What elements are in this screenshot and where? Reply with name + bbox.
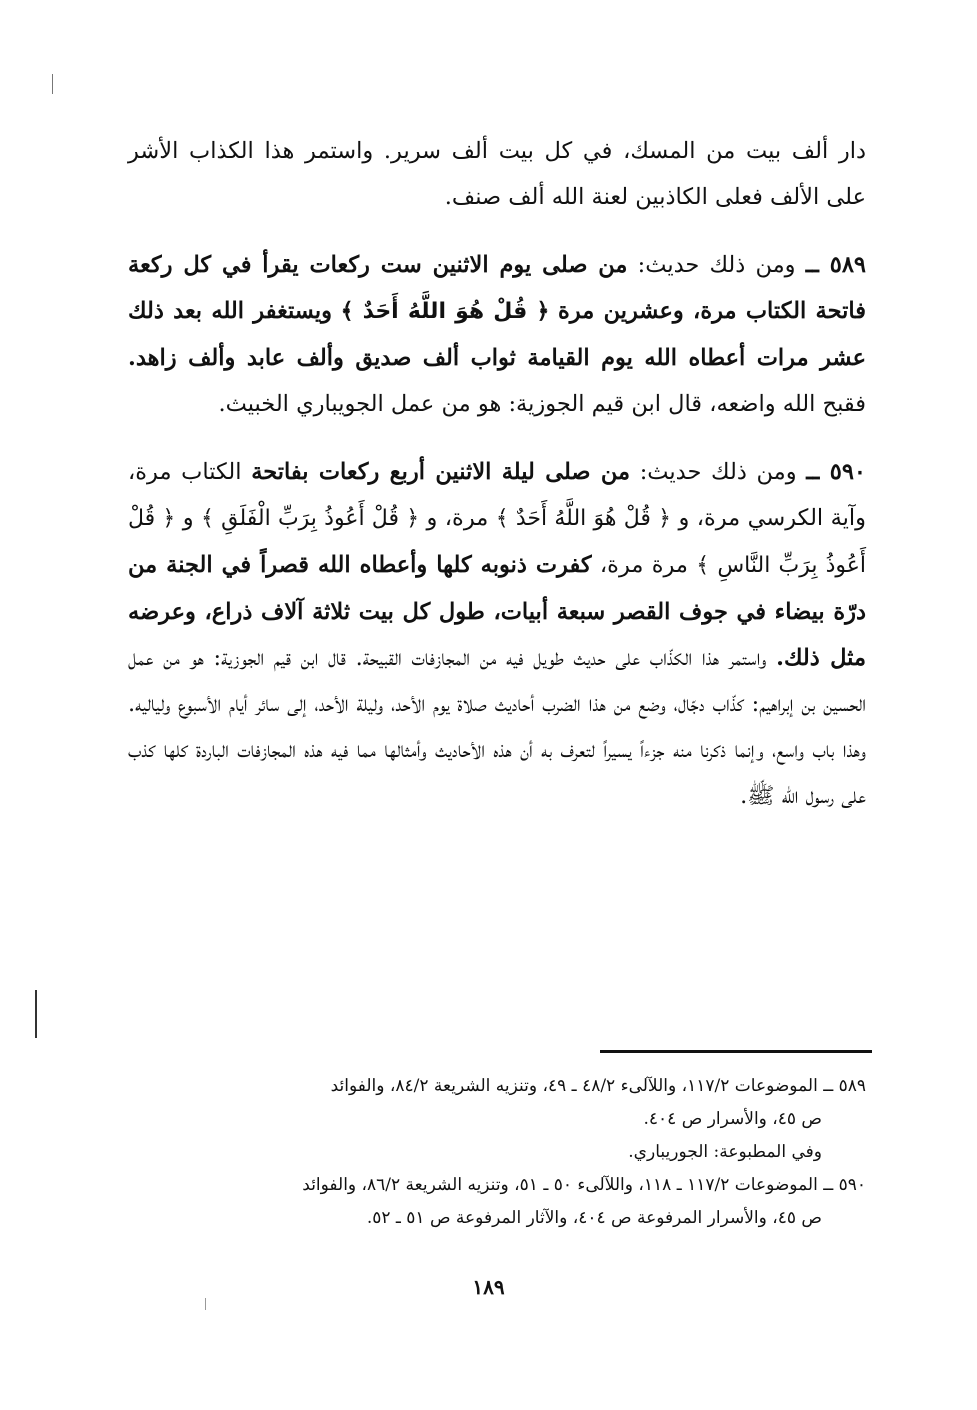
scan-mark-bottom [205,1298,206,1310]
text-590-plain-b: مرة، و [426,505,489,531]
intro-589: ومن ذلك حديث: [637,252,796,278]
text-590-plain-a: الكتاب مرة، وآية الكرسي مرة، و [128,459,867,531]
hadith-text-589-b: ويستغفر الله بعد ذلك عشر مرات أعطاه الله يوم القيامة ثواب ألف صديق وألف عابد وألف زاهد. [128,298,866,371]
commentary-590: واستمر هذا الكذّاب على حديث طويل فيه من المجازفات القبيحة. قال ابن قيم الجوزية: هو من عمل الحسين بن إبراهيم: كذّاب دجّال، وضع من هذا الضرب أحاديث صلاة يوم الأحد، وليلة الأحد، إلى سائر أيام الأسبوع ولياليه. وهذا باب واسع، وإنما ذكرنا منه جزءاً يسيراً لتعرف به أن هذه الأحاديث وأمثالها مما فيه هذه المجازفات الباردة كلها كذب على رسول الله ﷺ. [128,645,866,809]
hadith-text-590-b: كفرت ذنوبه كلها وأعطاه الله قصراً في الجنة من درّة بيضاء في جوف القصر سبعة أبيات، طول كل بيت ثلاثة آلاف ذراع، وعرضه مثل ذلك. [128,552,866,671]
hadith-text-590-a: من صلى ليلة الاثنين أربع ركعات بفاتحة [251,459,631,485]
hadith-number-589: ٥٨٩ ــ [805,252,866,278]
footnotes [128,1070,866,1235]
paragraph-590 [128,449,866,819]
page-number: ١٨٩ [472,1275,505,1299]
hadith-text-589-a: من صلى يوم الاثنين ست ركعات يقرأ في كل ركعة فاتحة الكتاب مرة، وعشرين مرة [128,252,867,324]
scan-mark-left [35,990,37,1038]
footnote-590-line-1: ٥٩٠ ــ الموضوعات ١١٧/٢ ـ ١١٨، واللآلىء ٥٠ ـ ٥١، وتنزيه الشريعة ٨٦/٢، والفوائد [302,1175,866,1195]
footnote-separator [600,1050,872,1053]
hadith-number-590: ٥٩٠ ــ [806,459,867,485]
text-590-plain-c: و [182,505,194,531]
paragraph-589 [128,242,866,427]
main-text [128,128,866,841]
commentary-589: فقبح الله واضعه، قال ابن قيم الجوزية: هو من عمل الجويباري الخبيث. [218,391,866,417]
scan-mark-top [52,74,53,94]
footnote-589-line-3: وفي المطبوعة: الجوريباري. [628,1142,822,1162]
quran-verse-590-nas: ﴿ قُلْ أَعُوذُ بِرَبِّ النَّاسِ ﴾ [128,506,866,578]
intro-590: ومن ذلك حديث: [639,459,797,485]
footnote-589-line-1: ٥٨٩ ــ الموضوعات ١١٧/٢، واللآلىء ٤٨/٢ ـ ٤٩، وتنزيه الشريعة ٨٤/٢، والفوائد [330,1076,866,1096]
footnote-589-line-2: ص ٤٥، والأسرار ص ٤٠٤. [643,1109,822,1129]
quran-verse-589: ﴿ قُلْ هُوَ اللَّهُ أَحَدٌ ﴾ [340,299,550,324]
text-590-plain-d: مرة مرة، [599,552,688,578]
footnote-590-line-2: ص ٤٥، والأسرار المرفوعة ص ٤٠٤، والآثار المرفوعة ص ٥١ ـ ٥٢. [366,1208,822,1228]
footnote-589 [128,1070,866,1169]
quran-verse-590-ikhlas: ﴿ قُلْ هُوَ اللَّهُ أَحَدٌ ﴾ [495,506,672,531]
paragraph-continuation: دار ألف بيت من المسك، في كل بيت ألف سرير. واستمر هذا الكذاب الأشر على الألف فعلى الكاذبين لعنة الله ألف صنف. [128,138,866,210]
quran-verse-590-falaq: ﴿ قُلْ أَعُوذُ بِرَبِّ الْفَلَقِ ﴾ [201,506,420,531]
footnote-590 [128,1169,866,1235]
